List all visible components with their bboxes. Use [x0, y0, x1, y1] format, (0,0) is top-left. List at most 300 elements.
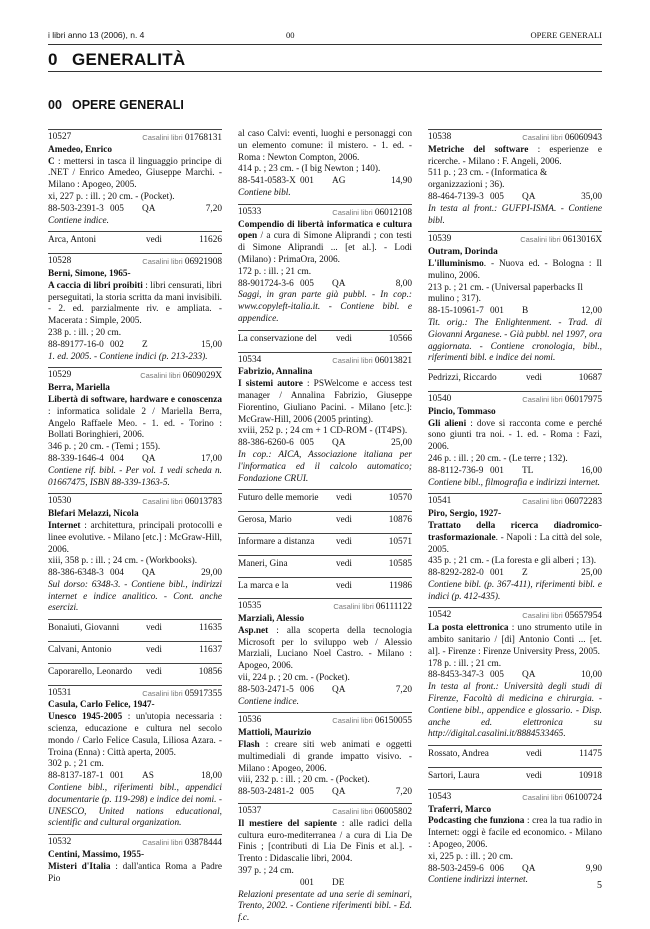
entry-id-line — [48, 688, 222, 701]
catalog-entry — [48, 685, 222, 835]
entry-physical: 346 p. ; 20 cm. - (Temi ; 155). — [48, 442, 161, 453]
entry-isbn: 88-8292-282-0 — [428, 568, 484, 579]
casalini-label: Casalini libri — [142, 257, 183, 267]
entry-note: Sul dorso: 6348-3. - Contiene bibl., indirizzi internet e indice analitico. - Cont. anche esercizi. — [48, 579, 222, 614]
entry-edition: 004 — [110, 568, 124, 579]
xref-name: Rossato, Andrea — [428, 749, 489, 760]
casalini-ref — [140, 370, 222, 383]
xref-vedi: vedi — [526, 771, 543, 782]
catalog-entry — [428, 607, 602, 745]
catalog-entry — [238, 352, 412, 490]
entry-isbn-row — [48, 568, 222, 580]
entry-number: 10527 — [48, 132, 72, 142]
casalini-ref — [142, 837, 222, 850]
catalog-entry — [428, 129, 602, 231]
casalini-label: Casalini libri — [142, 497, 183, 507]
entry-physical: 172 p. : ill. ; 21 cm. — [238, 266, 312, 277]
cross-reference — [428, 369, 602, 391]
entry-class: AG — [332, 176, 346, 187]
catalog-entry — [428, 493, 602, 607]
entry-price: 18,00 — [201, 771, 222, 782]
entry-price: 25,00 — [391, 438, 412, 449]
xref-name: Bonaiuti, Giovanni — [48, 623, 120, 634]
header-rule — [48, 44, 602, 45]
casalini-ref — [332, 806, 412, 819]
entry-class: QA — [142, 453, 156, 464]
entry-physical: 414 p. ; 23 cm. - (I big Newton ; 140). — [238, 164, 381, 175]
entry-physical: 238 p. : ill. ; 20 cm. — [48, 327, 122, 338]
casalini-ref — [142, 132, 222, 145]
casalini-label: Casalini libri — [332, 355, 373, 365]
casalini-ref — [333, 601, 412, 614]
catalog-entry — [48, 834, 222, 889]
entry-title-line — [428, 521, 602, 556]
xref-name: Pedrizzi, Riccardo — [428, 373, 497, 384]
casalini-code: 06111122 — [375, 602, 412, 613]
cross-reference — [48, 663, 222, 685]
entry-title: Il mestiere del sapiente — [238, 818, 337, 829]
casalini-label: Casalini libri — [332, 716, 373, 726]
xref-target: 10918 — [578, 771, 602, 782]
entry-description: : alle radici della cultura euro-mediterranea / a cura di Lia De Finis ; [contributi di Lia De Finis et al.]. - Trento : Didascalie libri, 2004. — [238, 818, 412, 865]
entry-title: Asp.net — [238, 625, 269, 636]
entry-physical: 213 p. ; 21 cm. - (Universal paperbacks Il mulino ; 317). — [428, 282, 583, 305]
xref-vedi: vedi — [146, 623, 163, 634]
entry-isbn: 88-15-10961-7 — [428, 306, 484, 317]
entry-class: Z — [142, 339, 148, 350]
entry-isbn: 88-503-2481-2 — [238, 787, 294, 798]
entry-isbn-row — [428, 864, 602, 876]
catalog-entry — [238, 598, 412, 712]
casalini-label: Casalini libri — [522, 497, 563, 507]
xref-target: 11635 — [199, 623, 222, 634]
entry-title: Unesco 1945-2005 — [48, 712, 123, 723]
casalini-code: 06013821 — [374, 355, 412, 366]
section-code: 00 — [286, 30, 295, 40]
entry-title: Misteri d'Italia — [48, 861, 111, 872]
entry-description: : uno strumento utile in ambito sanitario / [di] Antonio Conti ... [et. al]. - Firenze : Firenze University Press, 2005. — [428, 623, 602, 657]
entry-number: 10536 — [238, 715, 262, 726]
entry-physical: 397 p. ; 24 cm. — [238, 866, 294, 877]
entry-class: QA — [332, 278, 346, 289]
entry-isbn-row — [48, 454, 222, 466]
entry-price — [378, 878, 412, 890]
entry-number: 10532 — [48, 837, 72, 848]
entry-class: QA — [332, 684, 346, 695]
casalini-ref — [522, 394, 602, 407]
casalini-code: 0609029X — [182, 371, 222, 382]
entry-isbn: 88-8112-736-9 — [428, 465, 484, 476]
casalini-code: 01768131 — [184, 133, 222, 143]
xref-target: 10876 — [388, 515, 412, 526]
xref-target: 11626 — [199, 235, 222, 246]
entry-note: Contiene bibl. (p. 367-411), riferimenti bibl. e indici (p. 412-435). — [428, 579, 602, 602]
entry-id-line — [48, 496, 222, 509]
casalini-label: Casalini libri — [522, 611, 563, 621]
entry-author: Berra, Mariella — [48, 383, 110, 394]
casalini-code: 05657954 — [564, 611, 602, 622]
xref-vedi: vedi — [336, 515, 353, 526]
casalini-code: 0613016X — [562, 235, 602, 246]
cross-reference — [48, 619, 222, 641]
heading-rule — [48, 71, 602, 72]
cross-reference — [238, 511, 412, 533]
entry-number: 10539 — [428, 234, 452, 245]
entry-class: QA — [522, 670, 536, 681]
entry-description: : architettura, principali protocolli e linee evolutive. - Milano [etc.] : McGraw-Hill, 2006. — [48, 520, 222, 555]
casalini-code: 06013783 — [184, 497, 222, 508]
entry-id-line — [428, 496, 602, 509]
entry-isbn-row — [238, 279, 412, 291]
section-name: OPERE GENERALI — [530, 30, 602, 40]
entry-class: DE — [332, 877, 345, 888]
entry-title: La posta elettronica — [428, 623, 509, 634]
entry-id-line — [238, 715, 412, 728]
entry-price: 25,00 — [581, 568, 602, 579]
entry-title: L'illuminismo — [428, 258, 484, 269]
entry-title-line — [428, 419, 602, 454]
catalog-entry — [238, 204, 412, 330]
running-header — [48, 30, 602, 42]
entry-description: : PSWelcome e access test manager / Annalina Fabrizio, Giuseppe Fiorentino, Giuliano Pacini. - Milano [etc.]: McGraw-Hill, 2006 (2005 printing). — [238, 379, 412, 425]
entry-title: Libertà di software, hardware e conoscenza — [48, 394, 222, 405]
entry-description: : mettersi in tasca il linguaggio principe di .NET / Enrico Amedeo, Giuseppe Marchi. - Milano : Apogeo, 2005. — [48, 156, 222, 191]
entry-class: B — [522, 306, 529, 317]
entry-isbn-row — [238, 787, 412, 799]
entry-title: I sistemi autore — [238, 379, 303, 390]
cross-reference — [238, 555, 412, 577]
entry-author: Piro, Sergio, 1927- — [428, 509, 502, 520]
entry-isbn-row — [238, 438, 412, 450]
entry-isbn: 88-89177-16-0 — [48, 339, 104, 350]
entry-isbn-row — [48, 204, 222, 216]
column-left — [48, 129, 222, 889]
casalini-ref — [522, 792, 602, 805]
xref-name: Gerosa, Mario — [238, 515, 292, 526]
xref-name: Maneri, Gina — [238, 558, 288, 569]
entry-isbn: 88-339-1646-4 — [48, 453, 104, 464]
entry-title-line — [48, 395, 222, 442]
casalini-label: Casalini libri — [332, 207, 373, 217]
entry-id-line — [428, 792, 602, 805]
main-heading — [48, 50, 186, 70]
entry-id-line — [238, 806, 412, 819]
catalog-entry — [428, 391, 602, 493]
cross-reference — [48, 231, 222, 253]
entry-price: 16,00 — [581, 465, 602, 476]
entry-edition: 001 — [110, 771, 124, 782]
entry-price: 29,00 — [201, 568, 222, 579]
entry-edition: 002 — [110, 339, 124, 350]
entry-continuation: al caso Calvi: eventi, luoghi e personaggi con un elemento comune: il mistero. - 1. ed. - Roma : Newton Compton, 2006. — [238, 129, 412, 163]
main-heading-title: GENERALITÀ — [72, 50, 186, 69]
entry-author: Amedeo, Enrico — [48, 144, 113, 155]
casalini-label: Casalini libri — [142, 133, 183, 142]
entry-note: Tit. orig.: The Enlightenment. - Trad. di Giovanni Arganese. - Già pubbl. nel 1997, ora aggiornata. - Contiene cronologia, bibl., riferimenti bibl. e indice dei nomi. — [428, 317, 602, 364]
xref-name: Calvani, Antonio — [48, 645, 112, 656]
entry-note: Contiene indice. — [238, 696, 299, 707]
entry-id-line — [48, 370, 222, 383]
catalog-entry — [48, 253, 222, 367]
entry-title-line — [48, 521, 222, 556]
entry-author: Pincio, Tommaso — [428, 406, 496, 417]
xref-vedi: vedi — [336, 536, 353, 547]
entry-isbn: 88-541-0583-X — [238, 176, 296, 187]
entry-description: : libri censurati, libri perseguitati, la storia scritta da mani invisibili. - 2. ed. parzialmente riv. e ampliata. - Macerata : Simple, 2005. — [48, 280, 222, 327]
cross-reference — [238, 330, 412, 352]
entry-physical: xviii, 252 p. ; 24 cm + 1 CD-ROM - (IT4PS). — [238, 426, 408, 437]
entry-description: . - Nuova ed. - Bologna : Il mulino, 2006. — [428, 258, 602, 281]
entry-physical: xi, 227 p. : ill. ; 20 cm. - (Pocket). — [48, 191, 175, 202]
xref-target: 10856 — [198, 666, 222, 677]
entry-isbn-row — [428, 568, 602, 580]
entry-title-line — [48, 157, 222, 192]
entry-edition: 006 — [300, 684, 314, 695]
casalini-ref — [522, 610, 602, 623]
entry-title: Flash — [238, 740, 260, 751]
entry-price: 17,00 — [201, 453, 222, 464]
entry-title-line — [238, 740, 412, 775]
casalini-ref — [332, 355, 412, 368]
entry-number: 10531 — [48, 687, 72, 698]
xref-vedi: vedi — [526, 373, 543, 384]
casalini-ref — [522, 132, 602, 145]
entry-description: : informatica solidale 2 / Mariella Berra, Angelo Raffaele Meo. - 1. ed. - Torino : Bollati Boringhieri, 2006. — [48, 406, 222, 441]
casalini-label: Casalini libri — [522, 792, 563, 802]
entry-id-line — [428, 610, 602, 623]
casalini-label: Casalini libri — [522, 394, 563, 404]
entry-edition: 001 — [300, 877, 314, 888]
entry-isbn-row — [238, 685, 412, 697]
entry-title: Metriche del software — [428, 144, 529, 155]
entry-isbn: 88-464-7139-3 — [428, 191, 484, 202]
entry-author: Casula, Carlo Felice, 1947- — [48, 700, 155, 711]
xref-name: Informare a distanza — [238, 536, 315, 547]
entry-isbn: 88-386-6260-6 — [238, 438, 294, 449]
entry-physical: xiii, 358 p. : ill. ; 24 cm. - (Workbooks). — [48, 556, 198, 567]
entry-description: : dove si racconta come e perché sono giunti tra noi. - 1. ed. - Roma : Fazi, 2006. — [428, 418, 603, 453]
xref-name: La conservazione del — [238, 333, 317, 344]
entry-class: QA — [522, 863, 536, 874]
entry-number: 10540 — [428, 393, 452, 404]
cross-reference — [238, 577, 412, 599]
entry-author: Traferri, Marco — [428, 804, 492, 815]
casalini-code: 06150055 — [374, 716, 412, 727]
entry-note: Contiene indirizzi internet. — [428, 875, 528, 886]
entry-class: QA — [522, 191, 536, 202]
entry-note: In cop.: AICA, Associazione italiana per l'informatica ed il calcolo automatico; Fondazione CRUI. — [238, 449, 412, 484]
casalini-ref — [520, 234, 602, 247]
entry-price: 15,00 — [201, 339, 222, 350]
entry-isbn: 88-503-2391-3 — [48, 203, 104, 214]
entry-number: 10533 — [238, 206, 262, 217]
entry-id-line — [238, 207, 412, 220]
entry-author: Outram, Dorinda — [428, 247, 498, 258]
entry-note: In testa al front.: Università degli studi di Firenze, Facoltà di medicina e chirurgia. - Contiene bibl., appendice e glossario. - Disp. anche ed. elettronica su http://digital.casalini.it/8884533465. — [428, 682, 602, 740]
casalini-code: 03878444 — [184, 838, 222, 849]
entry-isbn-row — [428, 192, 602, 204]
column-middle — [238, 129, 412, 929]
entry-edition: 005 — [490, 670, 504, 681]
page-number: 5 — [597, 880, 602, 891]
entry-edition: 006 — [490, 863, 504, 874]
entry-number: 10535 — [238, 601, 262, 612]
entry-number: 10528 — [48, 256, 72, 267]
entry-price: 35,00 — [581, 191, 602, 202]
entry-isbn: 88-8137-187-1 — [48, 771, 104, 782]
xref-vedi: vedi — [146, 666, 163, 677]
entry-physical: xi, 225 p. : ill. ; 20 cm. — [428, 851, 513, 862]
casalini-label: Casalini libri — [520, 235, 561, 245]
entry-title-line — [238, 819, 412, 866]
sub-heading-title: OPERE GENERALI — [72, 98, 184, 112]
entry-title-line — [428, 145, 602, 169]
entry-title-line — [428, 623, 602, 658]
entry-physical: 435 p. ; 21 cm. - (La foresta e gli alberi ; 13). — [428, 556, 597, 567]
entry-number: 10537 — [238, 806, 262, 817]
entry-isbn-row — [428, 466, 602, 478]
entry-price: 7,20 — [395, 787, 412, 798]
entry-id-line — [48, 256, 222, 269]
catalog-entry — [48, 367, 222, 493]
xref-vedi: vedi — [146, 235, 163, 246]
main-heading-number: 0 — [48, 50, 58, 69]
entry-author: Centini, Massimo, 1955- — [48, 850, 145, 861]
entry-note: In testa al front.: GUFPI-ISMA. - Contiene bibl. — [428, 203, 602, 226]
entry-id-line — [238, 355, 412, 368]
entry-price: 14,90 — [391, 176, 412, 187]
entry-id-line — [238, 601, 412, 614]
catalog-entry — [238, 129, 412, 204]
entry-number: 10538 — [428, 132, 452, 142]
casalini-code: 06921908 — [184, 257, 222, 268]
xref-target: 11986 — [389, 580, 412, 591]
entry-title: Compendio di libertà informatica e cultura open — [238, 219, 412, 242]
casalini-code: 06060943 — [564, 133, 602, 143]
entry-author: Marzialì, Alessio — [238, 614, 305, 625]
entry-class: QA — [332, 787, 346, 798]
xref-vedi: vedi — [526, 749, 543, 760]
entry-physical: 246 p. : ill. ; 20 cm. - (Le terre ; 132). — [428, 453, 568, 464]
cross-reference — [238, 489, 412, 511]
entry-class: QA — [142, 203, 156, 214]
xref-target: 10570 — [388, 493, 412, 504]
casalini-code: 05917355 — [184, 688, 222, 699]
entry-description: : esperienze e ricerche. - Milano : F. Angeli, 2006. — [428, 144, 602, 167]
entry-physical: 302 p. ; 21 cm. — [48, 759, 104, 770]
entry-class: Z — [522, 568, 528, 579]
entry-note: Relazioni presentate ad una serie di seminari, Trento, 2002. - Contiene riferimenti bibl. - Ed. f.c. — [238, 889, 412, 924]
catalog-entry — [48, 129, 222, 231]
entry-price: 7,20 — [205, 203, 222, 214]
entry-isbn-row — [428, 306, 602, 318]
casalini-label: Casalini libri — [522, 133, 563, 142]
casalini-ref — [142, 688, 222, 701]
casalini-code: 06100724 — [564, 792, 602, 803]
xref-vedi: vedi — [146, 645, 163, 656]
casalini-code: 06017975 — [564, 394, 602, 405]
entry-description: : dall'antica Roma a Padre Pio — [48, 861, 223, 884]
xref-target: 11475 — [579, 749, 602, 760]
entry-edition: 001 — [490, 568, 504, 579]
casalini-code: 06072283 — [564, 497, 602, 508]
casalini-ref — [332, 207, 412, 220]
entry-title-line — [48, 862, 222, 886]
entry-isbn-row — [428, 670, 602, 682]
catalog-entry — [48, 493, 222, 619]
entry-price: 9,90 — [585, 863, 602, 874]
casalini-ref — [332, 715, 412, 728]
xref-name: Caporarello, Leonardo — [48, 666, 133, 677]
casalini-ref — [522, 496, 602, 509]
entry-description: / a cura di Simone Aliprandi ; con testi di Simone Aliprandi ... [et al.]. - Lodi (Milano) : PrimaOra, 2006. — [238, 231, 412, 265]
entry-edition: 001 — [490, 465, 504, 476]
casalini-code: 06012108 — [374, 207, 412, 218]
xref-name: Arca, Antoni — [48, 235, 97, 246]
xref-target: 10571 — [388, 536, 412, 547]
entry-edition: 005 — [300, 438, 314, 449]
entry-id-line — [428, 132, 602, 145]
catalog-entry — [238, 803, 412, 929]
xref-target: 10585 — [388, 558, 412, 569]
sub-heading-number: 00 — [48, 98, 62, 112]
entry-title: C — [48, 156, 55, 167]
xref-vedi: vedi — [336, 493, 353, 504]
entry-price: 12,00 — [581, 306, 602, 317]
catalog-entry — [428, 231, 602, 369]
entry-description: : creare siti web animati e oggetti multimediali di grande impatto visivo. - Milano : Apogeo, 2006. — [238, 740, 412, 774]
entry-class: QA — [332, 438, 346, 449]
entry-title-line — [238, 626, 412, 673]
entry-author: Mattioli, Maurizio — [238, 728, 312, 739]
entry-title: Trattato della ricerca diadromico-trasformazionale — [428, 520, 602, 543]
entry-isbn-row — [238, 176, 412, 188]
entry-note: Contiene rif. bibl. - Per vol. 1 vedi scheda n. 01667475, ISBN 88-339-1363-5. — [48, 465, 222, 488]
entry-author: Fabrizio, Annalina — [238, 367, 313, 378]
entry-edition: 005 — [110, 203, 124, 214]
entry-physical: vii, 224 p. ; 20 cm. - (Pocket). — [238, 673, 350, 684]
xref-vedi: vedi — [336, 333, 353, 344]
xref-name: Futuro delle memorie — [238, 493, 319, 504]
entry-isbn: 88-503-2459-6 — [428, 863, 484, 874]
entry-note: Contiene bibl. — [238, 187, 291, 198]
cross-reference — [48, 641, 222, 663]
xref-vedi: vedi — [336, 558, 353, 569]
entry-author: Blefari Melazzi, Nicola — [48, 509, 139, 520]
entry-number: 10541 — [428, 496, 452, 507]
entry-description: : crea la tua radio in Internet: oggi è facile ed economico. - Milano : Apogeo, 2006. — [428, 816, 602, 851]
casalini-label: Casalini libri — [332, 807, 373, 817]
entry-number: 10534 — [238, 354, 262, 365]
entry-edition: 004 — [110, 453, 124, 464]
xref-target: 11637 — [199, 645, 222, 656]
entry-price: 7,20 — [395, 684, 412, 695]
casalini-code: 06005802 — [374, 807, 412, 818]
entry-number: 10530 — [48, 496, 72, 507]
entry-edition: 005 — [300, 787, 314, 798]
entry-title-line — [238, 220, 412, 267]
entry-isbn — [238, 878, 300, 890]
entry-physical: 178 p. : ill. ; 21 cm. — [428, 658, 502, 669]
entry-id-line — [48, 132, 222, 145]
entry-isbn: 88-901724-3-6 — [238, 278, 294, 289]
casalini-label: Casalini libri — [140, 371, 181, 381]
entry-id-line — [48, 837, 222, 850]
entry-title-line — [238, 379, 412, 426]
entry-description: : un'utopia necessaria : scienza, educazione e cultura nel secolo mondo / Carlo Felice Casula, Liliosa Azara. - Troina (Enna) : Città aperta, 2005. — [48, 712, 222, 758]
entry-isbn: 88-8453-347-3 — [428, 670, 484, 681]
entry-isbn-row — [48, 771, 222, 783]
